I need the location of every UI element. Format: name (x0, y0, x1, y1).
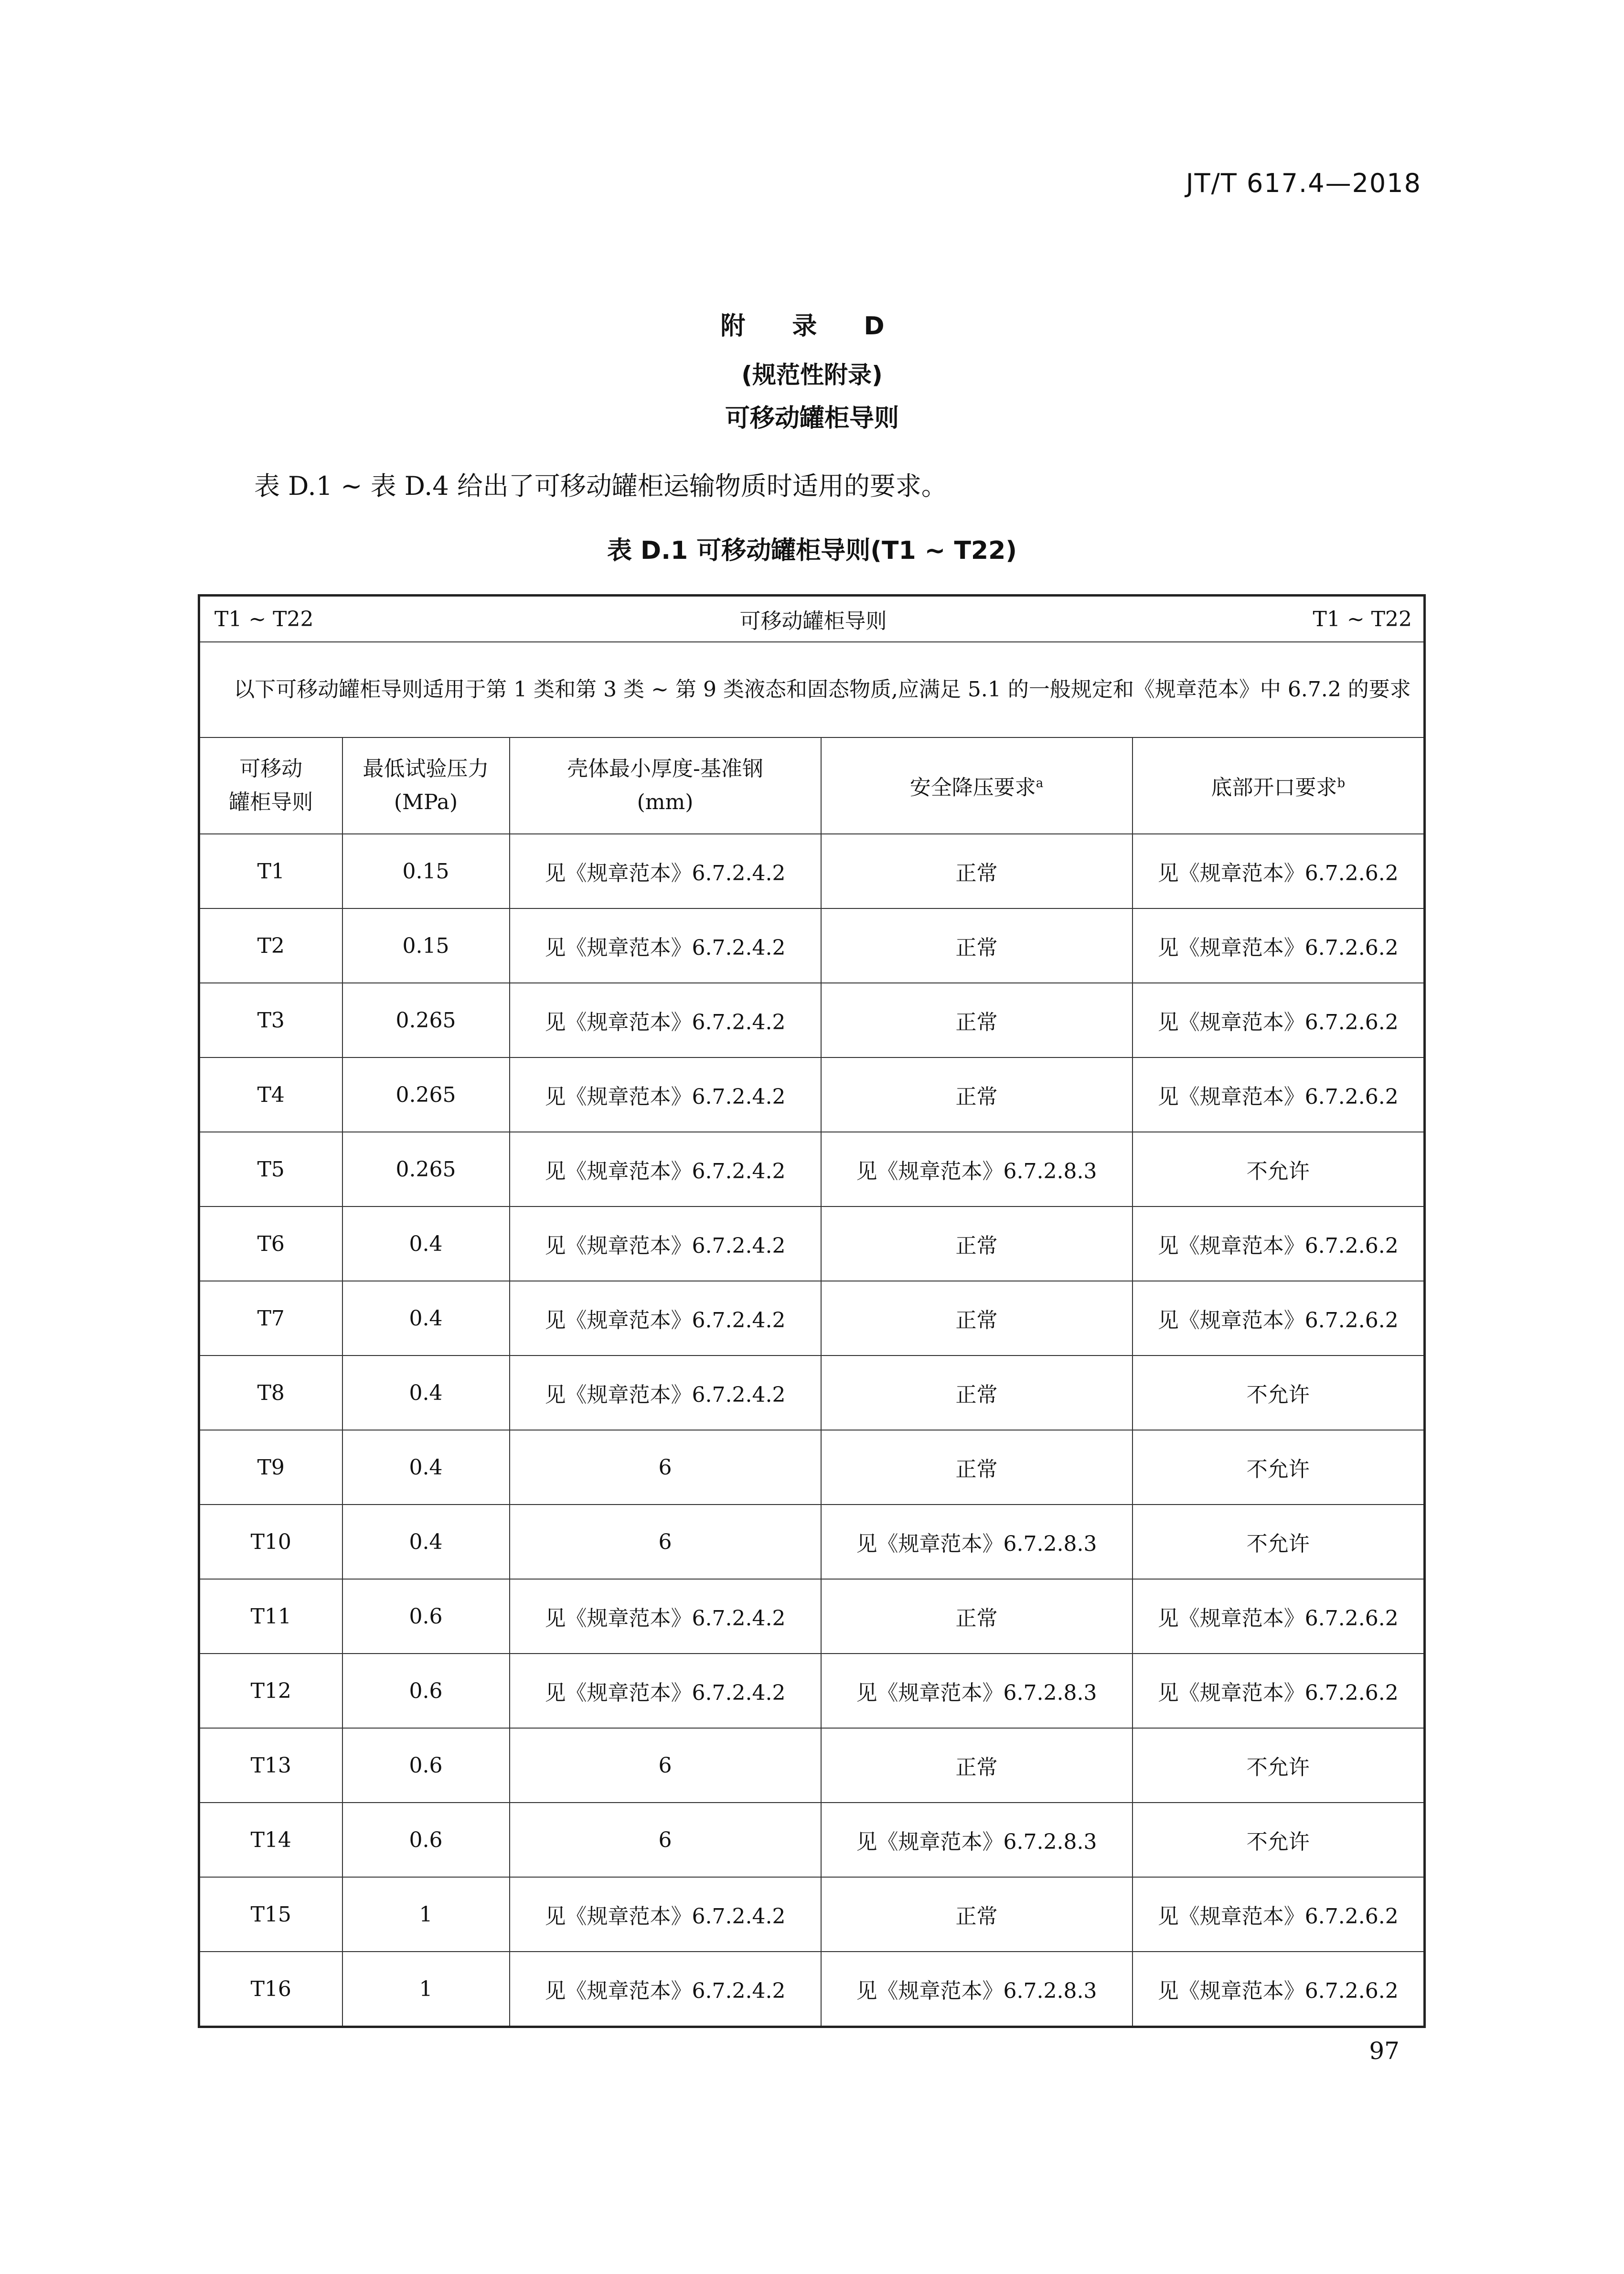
cell-pressure: 0.4 (342, 1356, 510, 1430)
footnote-a-marker: a (1036, 776, 1044, 791)
cell-pressure: 0.6 (342, 1803, 510, 1877)
cell-bottom: 见《规章范本》6.7.2.6.2 (1133, 1206, 1425, 1281)
cell-guide: T15 (199, 1877, 342, 1952)
cell-relief: 正常 (821, 1281, 1133, 1356)
cell-pressure: 0.4 (342, 1281, 510, 1356)
cell-guide: T13 (199, 1728, 342, 1803)
cell-bottom: 不允许 (1133, 1132, 1425, 1206)
cell-bottom: 见《规章范本》6.7.2.6.2 (1133, 834, 1425, 908)
cell-pressure: 0.265 (342, 1132, 510, 1206)
cell-thickness: 见《规章范本》6.7.2.4.2 (510, 1281, 821, 1356)
cell-bottom: 见《规章范本》6.7.2.6.2 (1133, 1281, 1425, 1356)
cell-pressure: 0.15 (342, 908, 510, 983)
cell-thickness: 见《规章范本》6.7.2.4.2 (510, 1356, 821, 1430)
cell-guide: T7 (199, 1281, 342, 1356)
cell-relief: 正常 (821, 834, 1133, 908)
cell-relief: 见《规章范本》6.7.2.8.3 (821, 1654, 1133, 1728)
header-right-range: T1 ~ T22 (1313, 607, 1412, 631)
table-row (199, 1728, 1425, 1803)
cell-relief: 正常 (821, 908, 1133, 983)
scope-text-content: 以下可移动罐柜导则适用于第 1 类和第 3 类 ~ 第 9 类液态和固态物质,应满足 5.1 的一般规定和《规章范本》中 6.7.2 的要求 (234, 677, 1411, 702)
table-row (199, 1654, 1425, 1728)
cell-guide: T5 (199, 1132, 342, 1206)
cell-relief: 见《规章范本》6.7.2.8.3 (821, 1803, 1133, 1877)
cell-bottom: 见《规章范本》6.7.2.6.2 (1133, 1952, 1425, 2027)
cell-relief: 正常 (821, 1579, 1133, 1654)
cell-thickness: 见《规章范本》6.7.2.4.2 (510, 1877, 821, 1952)
scope-row (199, 642, 1425, 737)
cell-bottom: 见《规章范本》6.7.2.6.2 (1133, 1654, 1425, 1728)
cell-thickness: 见《规章范本》6.7.2.4.2 (510, 1132, 821, 1206)
cell-pressure: 0.265 (342, 1057, 510, 1132)
cell-thickness: 见《规章范本》6.7.2.4.2 (510, 1579, 821, 1654)
cell-pressure: 0.4 (342, 1430, 510, 1505)
cell-bottom: 不允许 (1133, 1728, 1425, 1803)
cell-bottom: 见《规章范本》6.7.2.6.2 (1133, 1579, 1425, 1654)
cell-thickness: 见《规章范本》6.7.2.4.2 (510, 983, 821, 1057)
cell-guide: T14 (199, 1803, 342, 1877)
cell-thickness: 见《规章范本》6.7.2.4.2 (510, 908, 821, 983)
cell-thickness: 见《规章范本》6.7.2.4.2 (510, 834, 821, 908)
portable-tank-guide-table (198, 594, 1426, 2028)
cell-relief: 见《规章范本》6.7.2.8.3 (821, 1132, 1133, 1206)
cell-relief: 正常 (821, 983, 1133, 1057)
cell-bottom: 见《规章范本》6.7.2.6.2 (1133, 1877, 1425, 1952)
cell-guide: T12 (199, 1654, 342, 1728)
table-row (199, 1952, 1425, 2027)
cell-guide: T8 (199, 1356, 342, 1430)
cell-guide: T16 (199, 1952, 342, 2027)
cell-relief: 正常 (821, 1057, 1133, 1132)
table-row (199, 1803, 1425, 1877)
col-relief: 安全降压要求$^a$ (821, 737, 1133, 834)
cell-guide: T3 (199, 983, 342, 1057)
cell-pressure: 0.15 (342, 834, 510, 908)
table-row (199, 1057, 1425, 1132)
col-thickness: 壳体最小厚度-基准钢 (mm) (510, 737, 821, 834)
standard-code: JT/T 617.4—2018 (1186, 168, 1421, 198)
cell-pressure: 0.6 (342, 1579, 510, 1654)
table-row (199, 1579, 1425, 1654)
cell-guide: T9 (199, 1430, 342, 1505)
table-header-cell (199, 596, 1425, 642)
table-row (199, 1132, 1425, 1206)
cell-pressure: 0.265 (342, 983, 510, 1057)
column-header-row (199, 737, 1425, 834)
annex-name: 可移动罐柜导则 (725, 404, 899, 433)
cell-pressure: 0.6 (342, 1728, 510, 1803)
header-center-title: 可移动罐柜导则 (739, 609, 887, 633)
cell-relief: 正常 (821, 1728, 1133, 1803)
annex-title: 附 录 D (720, 312, 904, 341)
cell-guide: T6 (199, 1206, 342, 1281)
table-row (199, 1206, 1425, 1281)
table-row (199, 983, 1425, 1057)
table-row (199, 1430, 1425, 1505)
cell-pressure: 1 (342, 1877, 510, 1952)
cell-pressure: 0.4 (342, 1206, 510, 1281)
table-caption: 表 D.1 可移动罐柜导则(T1 ~ T22) (607, 536, 1017, 565)
table-row (199, 1281, 1425, 1356)
col-bottom: 底部开口要求$^b$ (1133, 737, 1425, 834)
cell-guide: T1 (199, 834, 342, 908)
cell-thickness: 见《规章范本》6.7.2.4.2 (510, 1206, 821, 1281)
cell-relief: 正常 (821, 1356, 1133, 1430)
table-row (199, 1505, 1425, 1579)
cell-guide: T2 (199, 908, 342, 983)
cell-relief: 见《规章范本》6.7.2.8.3 (821, 1505, 1133, 1579)
cell-bottom: 不允许 (1133, 1356, 1425, 1430)
table-row (199, 908, 1425, 983)
cell-guide: T10 (199, 1505, 342, 1579)
cell-pressure: 0.6 (342, 1654, 510, 1728)
intro-paragraph: 表 D.1 ~ 表 D.4 给出了可移动罐柜运输物质时适用的要求。 (254, 471, 947, 501)
cell-thickness: 6 (510, 1430, 821, 1505)
page-number: 97 (1369, 2037, 1400, 2065)
cell-bottom: 不允许 (1133, 1803, 1425, 1877)
cell-pressure: 0.4 (342, 1505, 510, 1579)
cell-bottom: 见《规章范本》6.7.2.6.2 (1133, 908, 1425, 983)
cell-bottom: 见《规章范本》6.7.2.6.2 (1133, 983, 1425, 1057)
cell-thickness: 6 (510, 1803, 821, 1877)
footnote-b-marker: b (1337, 776, 1346, 791)
scope-text (199, 642, 1425, 737)
cell-thickness: 见《规章范本》6.7.2.4.2 (510, 1654, 821, 1728)
table-row (199, 1877, 1425, 1952)
cell-relief: 正常 (821, 1877, 1133, 1952)
cell-bottom: 不允许 (1133, 1505, 1425, 1579)
cell-relief: 见《规章范本》6.7.2.8.3 (821, 1952, 1133, 2027)
cell-thickness: 6 (510, 1505, 821, 1579)
cell-thickness: 见《规章范本》6.7.2.4.2 (510, 1057, 821, 1132)
cell-pressure: 1 (342, 1952, 510, 2027)
col-pressure: 最低试验压力 (MPa) (342, 737, 510, 834)
table-row (199, 834, 1425, 908)
cell-relief: 正常 (821, 1206, 1133, 1281)
cell-relief: 正常 (821, 1430, 1133, 1505)
header-left-range: T1 ~ T22 (214, 607, 314, 631)
cell-thickness: 6 (510, 1728, 821, 1803)
cell-guide: T4 (199, 1057, 342, 1132)
cell-guide: T11 (199, 1579, 342, 1654)
col-guide: 可移动 罐柜导则 (199, 737, 342, 834)
table-header-row (199, 596, 1425, 642)
cell-bottom: 不允许 (1133, 1430, 1425, 1505)
table-row (199, 1356, 1425, 1430)
annex-note: (规范性附录) (741, 361, 883, 389)
cell-thickness: 见《规章范本》6.7.2.4.2 (510, 1952, 821, 2027)
cell-bottom: 见《规章范本》6.7.2.6.2 (1133, 1057, 1425, 1132)
